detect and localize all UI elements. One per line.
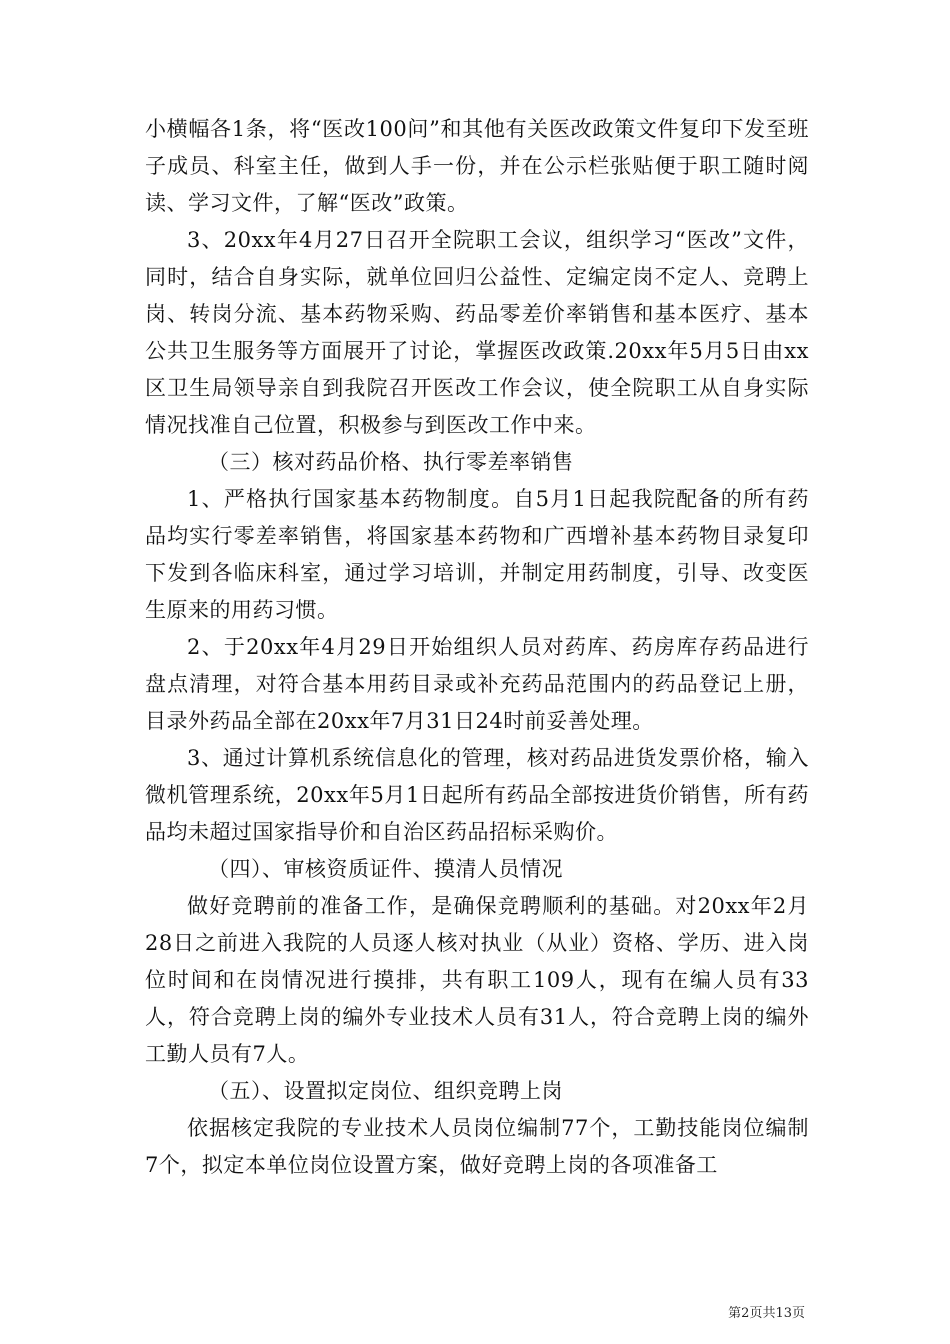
paragraph-post-quota: 依据核定我院的专业技术人员岗位编制77个，工勤技能岗位编制7个，拟定本单位岗位设置方案，做好竞聘上岗的各项准备工: [145, 1116, 809, 1177]
section-heading-post-setup: （五）、设置拟定岗位、组织竞聘上岗: [208, 1079, 563, 1103]
paragraph-essential-drugs: 1、严格执行国家基本药物制度。自5月1日起我院配备的所有药品均实行零差率销售，将国家基本药物和广西增补基本药物目录复印下发到各临床科室，通过学习培训，并制定用药制度，引导、改变医生原来的用药习惯。: [145, 487, 809, 622]
document-body: [145, 111, 809, 1184]
section-heading-drug-pricing: （三）核对药品价格、执行零差率销售: [208, 450, 574, 474]
paragraph-staff-meeting: 3、20xx年4月27日召开全院职工会议，组织学习“医改”文件，同时，结合自身实际，就单位回归公益性、定编定岗不定人、竞聘上岗、转岗分流、基本药物采购、药品零差价率销售和基本医疗、基本公共卫生服务等方面展开了讨论，掌握医改政策.20xx年5月5日由xx区卫生局领导亲自到我院召开医改工作会议，使全院职工从自身实际情况找准自己位置，积极参与到医改工作中来。: [145, 228, 809, 437]
paragraph-inventory-check: 2、于20xx年4月29日开始组织人员对药库、药房库存药品进行盘点清理，对符合基本用药目录或补充药品范围内的药品登记上册，目录外药品全部在20xx年7月31日24时前妥善处理。: [145, 635, 809, 733]
page-number-footer: 第2页共13页: [728, 1306, 805, 1321]
paragraph-computer-system: 3、通过计算机系统信息化的管理，核对药品进货发票价格，输入微机管理系统，20xx年5月1日起所有药品全部按进货价销售，所有药品均未超过国家指导价和自治区药品招标采购价。: [145, 746, 809, 844]
paragraph-staff-review: 做好竞聘前的准备工作，是确保竞聘顺利的基础。对20xx年2月28日之前进入我院的人员逐人核对执业（从业）资格、学历、进入岗位时间和在岗情况进行摸排，共有职工109人，现有在编人员有33人，符合竞聘上岗的编外专业技术人员有31人，符合竞聘上岗的编外工勤人员有7人。: [145, 894, 809, 1066]
paragraph-continuation: 小横幅各1条，将“医改100问”和其他有关医改政策文件复印下发至班子成员、科室主任，做到人手一份，并在公示栏张贴便于职工随时阅读、学习文件，了解“医改”政策。: [145, 117, 809, 215]
section-heading-qualification-review: （四）、审核资质证件、摸清人员情况: [208, 857, 563, 881]
